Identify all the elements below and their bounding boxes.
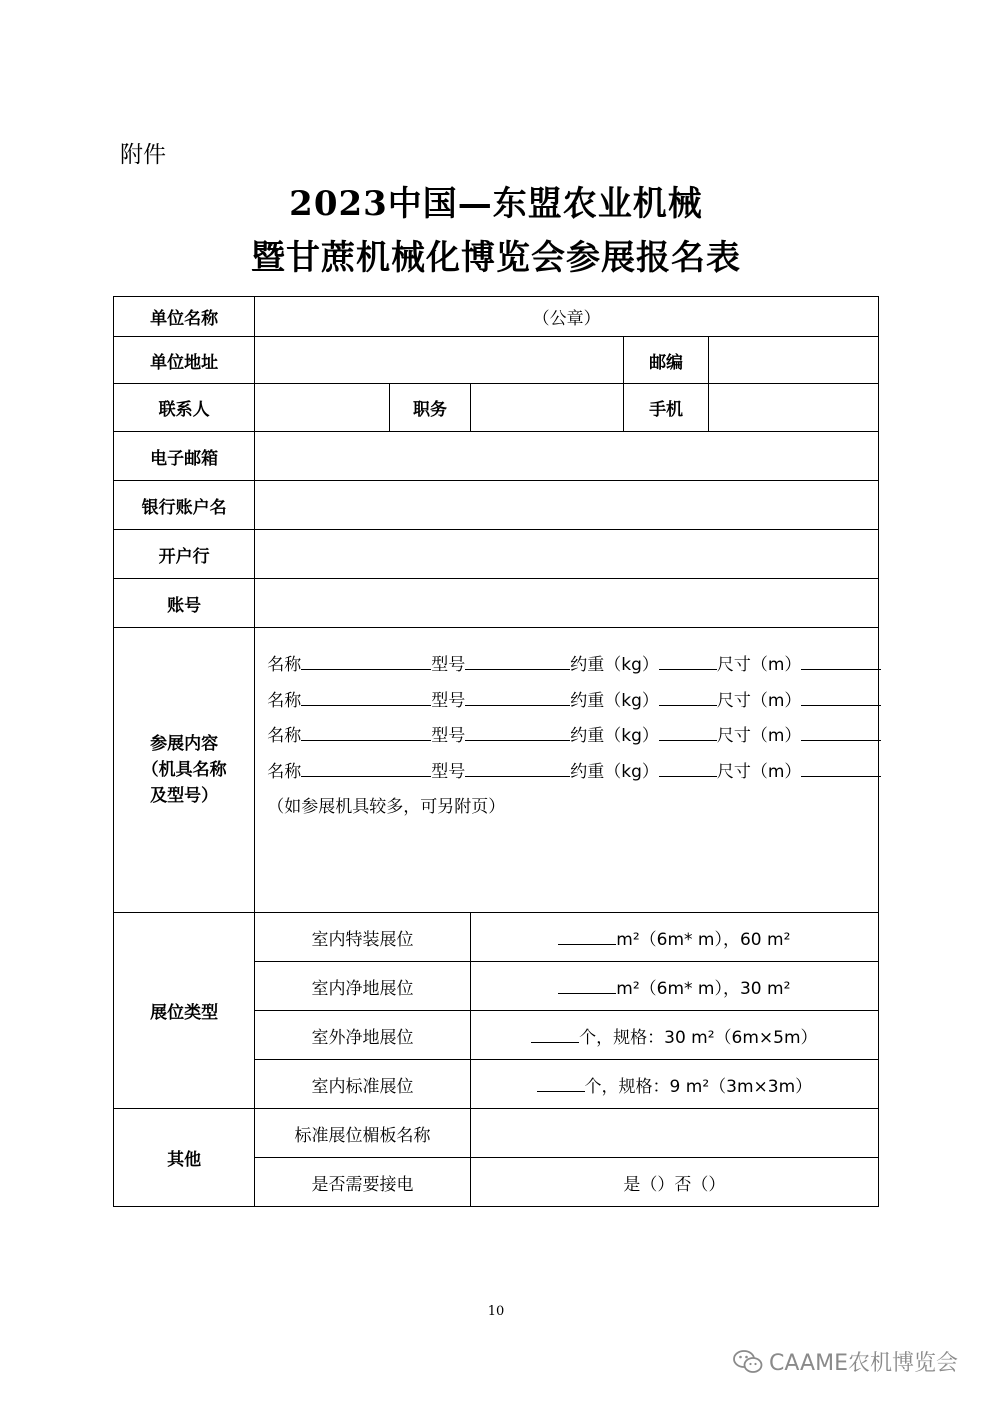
page-number: 10 [487, 1304, 505, 1319]
booth-type-name: 室外净地展位 [255, 1011, 470, 1060]
unit-name-label: 单位名称 [114, 297, 255, 337]
fascia-label: 标准展位楣板名称 [255, 1109, 470, 1158]
exhibit-item-line[interactable]: 名称 型号 约重（kg） 尺寸（m） [267, 684, 878, 720]
exhibit-item-line[interactable]: 名称 型号 约重（kg） 尺寸（m） [267, 648, 878, 684]
position-label: 职务 [390, 384, 470, 432]
booth-quantity-field[interactable]: 个，规格：9 m²（3m×3m） [470, 1060, 878, 1109]
bank-field[interactable] [255, 530, 879, 579]
row-exhibits [114, 628, 879, 913]
row-contact [114, 384, 879, 432]
row-bank-account-name [114, 481, 879, 530]
email-field[interactable] [255, 432, 879, 481]
account-field[interactable] [255, 579, 879, 628]
seal-note: （公章） [532, 309, 601, 329]
bank-label: 开户行 [114, 530, 255, 579]
mobile-field[interactable] [708, 384, 878, 432]
booth-quantity-field[interactable]: 个，规格：30 m²（6m×5m） [470, 1011, 878, 1060]
booth-quantity-field[interactable]: m²（6m* m），60 m² [470, 913, 878, 962]
booth-type-label: 展位类型 [114, 913, 255, 1109]
exhibit-label [114, 628, 255, 913]
unit-name-field[interactable] [255, 297, 879, 337]
address-label: 单位地址 [114, 337, 255, 384]
booth-type-name: 室内净地展位 [255, 962, 470, 1011]
exhibit-label-line2: （机具名称 [141, 760, 227, 780]
row-address [114, 337, 879, 384]
power-label: 是否需要接电 [255, 1158, 470, 1207]
fascia-field[interactable] [470, 1109, 878, 1158]
form-title-line1: 2023中国—东盟农业机械 [289, 184, 703, 224]
address-field[interactable] [255, 337, 624, 384]
row-bank [114, 530, 879, 579]
exhibit-items [255, 628, 879, 913]
other-label: 其他 [114, 1109, 255, 1207]
bank-account-name-label: 银行账户名 [114, 481, 255, 530]
position-field[interactable] [470, 384, 624, 432]
power-choice[interactable]: 是（）否（） [470, 1158, 878, 1207]
row-other-fascia [114, 1109, 879, 1158]
watermark-text: CAAME农机博览会 [769, 1351, 958, 1376]
row-account [114, 579, 879, 628]
row-booth-1 [114, 913, 879, 962]
exhibit-note: （如参展机具较多，可另附页） [267, 797, 506, 817]
contact-label: 联系人 [114, 384, 255, 432]
postcode-field[interactable] [708, 337, 878, 384]
registration-form-table [113, 296, 879, 1207]
booth-type-name: 室内特装展位 [255, 913, 470, 962]
attachment-label: 附件 [120, 142, 166, 168]
row-email [114, 432, 879, 481]
bank-account-name-field[interactable] [255, 481, 879, 530]
email-label: 电子邮箱 [114, 432, 255, 481]
booth-quantity-field[interactable]: m²（6m* m），30 m² [470, 962, 878, 1011]
watermark [733, 1346, 958, 1377]
mobile-label: 手机 [624, 384, 709, 432]
exhibit-label-line1: 参展内容 [150, 734, 219, 754]
wechat-icon [733, 1349, 763, 1375]
exhibit-item-line[interactable]: 名称 型号 约重（kg） 尺寸（m） [267, 755, 878, 791]
exhibit-label-line3: 及型号） [150, 786, 219, 806]
contact-field[interactable] [255, 384, 390, 432]
row-unit-name [114, 297, 879, 337]
form-title-line2: 暨甘蔗机械化博览会参展报名表 [251, 238, 741, 278]
exhibit-item-line[interactable]: 名称 型号 约重（kg） 尺寸（m） [267, 719, 878, 755]
postcode-label: 邮编 [624, 337, 709, 384]
account-label: 账号 [114, 579, 255, 628]
booth-type-name: 室内标准展位 [255, 1060, 470, 1109]
